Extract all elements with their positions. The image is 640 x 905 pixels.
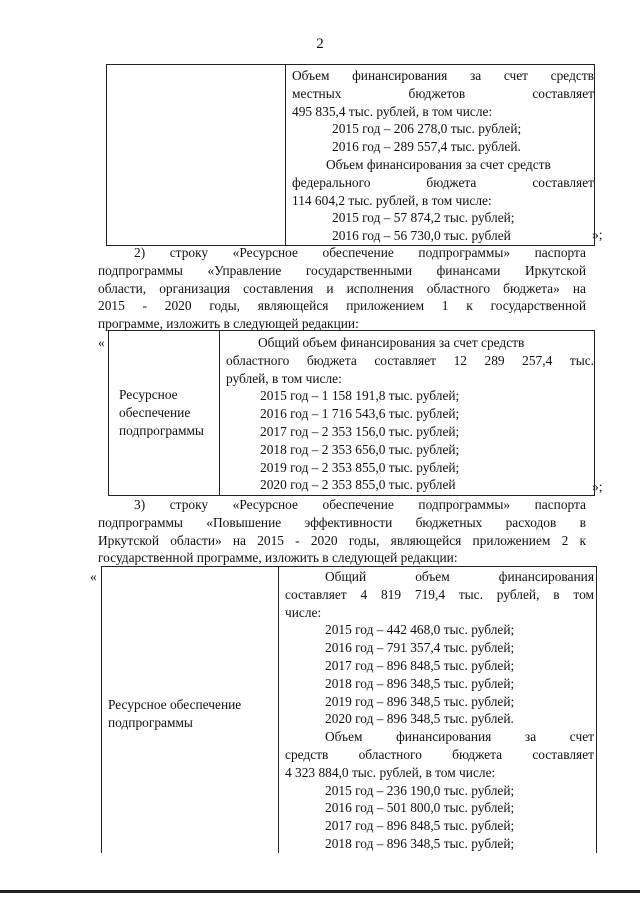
close-quote: »; (592, 227, 603, 242)
page-bottom-edge (0, 890, 640, 893)
text-line: 2015 год – 236 190,0 тыс. рублей; (325, 782, 515, 798)
page-number: 2 (316, 36, 324, 52)
text-line: 2018 год – 896 348,5 тыс. рублей; (325, 835, 515, 851)
text-line: 2016 год – 56 730,0 тыс. рублей (332, 228, 511, 244)
text-line: 2018 год – 2 353 656,0 тыс. рублей; (260, 441, 460, 457)
row-label: подпрограммы (108, 714, 193, 730)
text-line: 2020 год – 896 348,5 тыс. рублей. (325, 711, 514, 727)
text-line: 2018 год – 896 348,5 тыс. рублей; (325, 675, 515, 691)
text-line: областного бюджета составляет 12 289 257,4 тыс. (226, 352, 594, 368)
row-label: Ресурсное обеспечение (108, 697, 242, 713)
text-line: 2017 год – 896 848,5 тыс. рублей; (325, 657, 515, 673)
text-line: Объем финансирования за счет средств (326, 156, 551, 172)
text-line: 2015 год – 206 278,0 тыс. рублей; (332, 121, 522, 137)
table1-left-cell (107, 65, 286, 246)
table2-left-cell (109, 331, 220, 496)
paragraph-2 (98, 244, 586, 333)
text-line: 2016 год – 791 357,4 тыс. рублей; (325, 640, 515, 656)
text-line: 2016 год – 501 800,0 тыс. рублей; (325, 800, 515, 816)
table2-right-cell (220, 331, 595, 496)
text-line: 2017 год – 2 353 156,0 тыс. рублей; (260, 423, 460, 439)
text-line: программе, изложить в следующей редакции: (98, 316, 359, 332)
text-line: государственной программе, изложить в следующей редакции: (98, 550, 458, 566)
text-line: области, организация составления и исполнения областного бюджета» на (98, 280, 586, 296)
text-line: средств областного бюджета составляет (285, 746, 594, 762)
text-line: Общий объем финансирования (325, 569, 594, 584)
text-line: 2) строку «Ресурсное обеспечение подпрограммы» паспорта (134, 245, 586, 260)
text-line: 3) строку «Ресурсное обеспечение подпрограммы» паспорта (134, 497, 586, 512)
text-line: 2020 год – 2 353 855,0 тыс. рублей (260, 477, 456, 493)
text-line: 2016 год – 289 557,4 тыс. рублей. (332, 139, 521, 155)
paragraph-3 (98, 496, 586, 567)
text-line: Общий объем финансирования за счет средств (258, 335, 525, 350)
row-label: Ресурсное (119, 387, 178, 403)
text-line: 4 323 884,0 тыс. рублей, в том числе: (285, 764, 496, 780)
open-quote: « (98, 335, 105, 350)
text-line: 2015 - 2020 годы, являющейся приложением 1 к государственной (98, 298, 586, 314)
text-line: числе: (285, 604, 322, 620)
text-line: местных бюджетов составляет (292, 85, 594, 101)
text-line: 2019 год – 896 348,5 тыс. рублей; (325, 693, 515, 709)
text-line: 2016 год – 1 716 543,6 тыс. рублей; (260, 406, 460, 422)
text-line: подпрограммы «Управление государственными финансами Иркутской (98, 262, 586, 278)
open-quote: « (90, 569, 97, 584)
text-line: Объем финансирования за счет средств (292, 68, 594, 83)
text-line: подпрограммы «Повышение эффективности бюджетных расходов в (98, 514, 586, 530)
row-label: подпрограммы (119, 422, 204, 438)
text-line: 2015 год – 442 468,0 тыс. рублей; (325, 622, 515, 638)
funding-table-1 (106, 64, 595, 246)
text-line: 2015 год – 1 158 191,8 тыс. рублей; (260, 388, 460, 404)
text-line: 2015 год – 57 874,2 тыс. рублей; (332, 210, 515, 226)
funding-table-3 (101, 566, 597, 853)
table1-right-cell (286, 65, 595, 246)
close-quote: »; (592, 479, 603, 494)
text-line: 2017 год – 896 848,5 тыс. рублей; (325, 818, 515, 834)
text-line: федерального бюджета составляет (292, 174, 594, 190)
text-line: 114 604,2 тыс. рублей, в том числе: (292, 192, 492, 208)
text-line: 2019 год – 2 353 855,0 тыс. рублей; (260, 459, 460, 475)
row-label: обеспечение (119, 405, 191, 421)
text-line: Иркутской области» на 2015 - 2020 годы, являющейся приложением 2 к (98, 532, 586, 548)
text-line: составляет 4 819 719,4 тыс. рублей, в том (285, 586, 594, 602)
table3-right-cell (279, 567, 597, 853)
table3-left-cell (102, 567, 279, 853)
text-line: рублей, в том числе: (226, 370, 342, 386)
funding-table-2 (108, 330, 595, 496)
text-line: 495 835,4 тыс. рублей, в том числе: (292, 103, 493, 119)
text-line: Объем финансирования за счет (325, 729, 594, 745)
